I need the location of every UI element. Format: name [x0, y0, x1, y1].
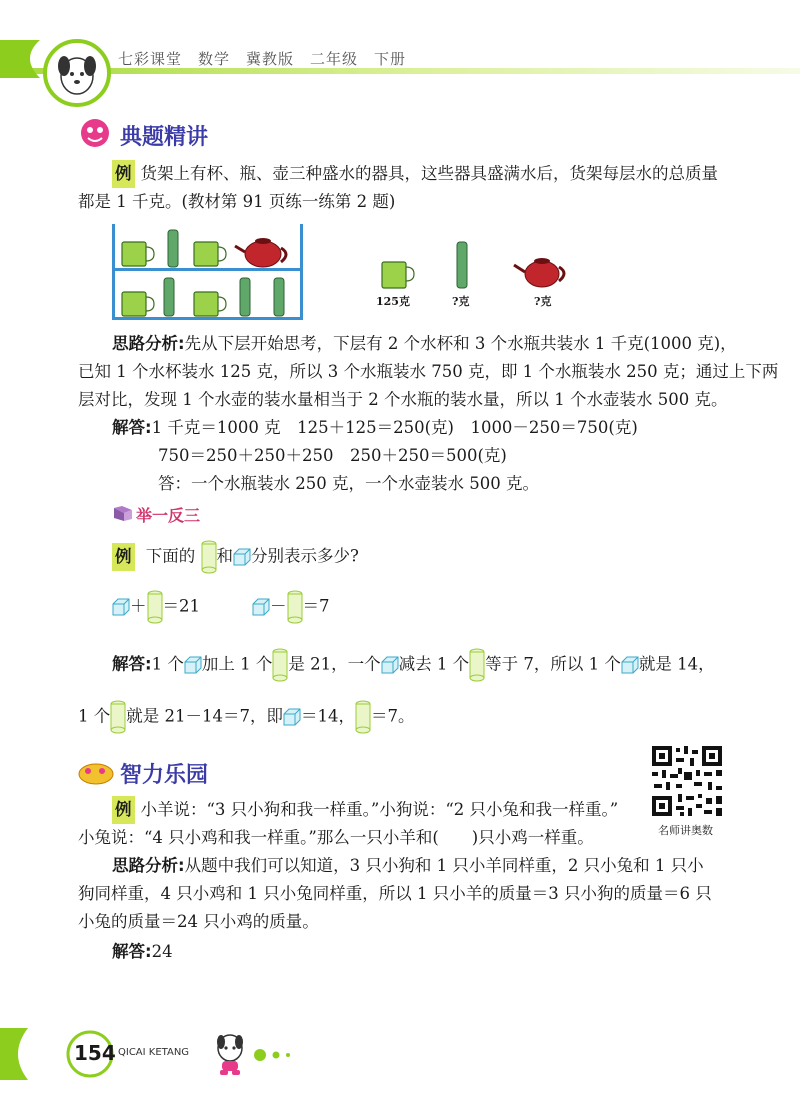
section-title-dianti: 典题精讲: [120, 125, 209, 150]
bottle-weight-label: ?克: [452, 295, 470, 308]
answer-line-3: 答：一个水瓶装水 250 克，一个水壶装水 500 克。: [158, 474, 539, 493]
analysis-line-2: 已知 1 个水杯装水 125 克，所以 3 个水瓶装水 750 克，即 1 个水瓶装水 250 克；通过上下两: [78, 362, 779, 381]
mascot-dog-icon: [42, 38, 112, 108]
cube-icon: [621, 656, 639, 674]
section-title-zhili: 智力乐园: [120, 763, 209, 788]
question-line: 例 下面的 和 分别表示多少?: [112, 540, 359, 574]
cube-icon: [283, 708, 301, 726]
cube-icon: [381, 656, 399, 674]
qr-caption: 名师讲奥数: [658, 824, 713, 837]
cube-icon: [252, 598, 270, 616]
puzzle-answer: 解答:24: [112, 942, 173, 961]
puzzle-analysis-3: 小兔的质量＝24 只小鸡的质量。: [78, 912, 319, 931]
puzzle-line-2: 小兔说：“4 只小鸡和我一样重。”那么一只小羊和( )只小鸡一样重。: [78, 828, 594, 847]
section-mascot-icon-2: [76, 756, 116, 786]
equation-2: － ＝7: [252, 590, 330, 624]
qr-code-icon[interactable]: [650, 744, 724, 818]
puzzle-analysis-1: 思路分析:从题中我们可以知道，3 只小狗和 1 只小羊同样重，2 只小兔和 1 只小: [112, 856, 704, 875]
shelf-illustration: [108, 222, 308, 322]
bottle-icon: [454, 240, 470, 290]
puzzle-analysis-2: 狗同样重，4 只小鸡和 1 只小兔同样重，所以 1 只小羊的质量＝3 只小狗的质量＝6 只: [78, 884, 712, 903]
analysis-label-3: 思路分析:: [112, 856, 185, 875]
analysis-line-1: 思路分析:先从下层开始思考，下层有 2 个水杯和 3 个水瓶共装水 1 千克(1000 克)，: [112, 334, 737, 353]
problem-line-1: 例 货架上有杯、瓶、壶三种盛水的器具，这些器具盛满水后，货架每层水的总质量: [112, 160, 718, 188]
kettle-icon: [512, 252, 572, 290]
example-tag-2: 例: [112, 543, 135, 571]
footer-mascot-icon: [212, 1030, 248, 1078]
cup-weight-label: 125克: [376, 295, 410, 308]
equation-1: ＋ ＝21: [112, 590, 200, 624]
answer-label: 解答:: [112, 418, 152, 437]
cylinder-icon: [355, 700, 371, 734]
answer-label-2: 解答:: [112, 654, 152, 674]
cylinder-icon: [469, 648, 485, 682]
cube-icon: [233, 548, 251, 566]
footer-brand: QICAI KETANG: [118, 1047, 190, 1058]
cylinder-icon: [287, 590, 303, 624]
answer-label-3: 解答:: [112, 942, 152, 961]
page-number: 154: [74, 1041, 116, 1065]
answer-line-2: 750＝250＋250＋250 250＋250＝500(克): [158, 446, 507, 465]
cylinder-icon: [272, 648, 288, 682]
example-tag: 例: [112, 160, 135, 188]
kettle-weight-label: ?克: [534, 295, 552, 308]
example-tag-3: 例: [112, 796, 135, 824]
cup-icon: [380, 258, 416, 290]
problem-line-2: 都是 1 千克。(教材第 91 页练一练第 2 题): [78, 192, 396, 211]
header-title: 七彩课堂 数学 冀教版 二年级 下册: [118, 50, 407, 68]
cylinder-icon: [147, 590, 163, 624]
answer2-line-2: 1 个 就是 21－14＝7，即 ＝14， ＝7。: [78, 700, 414, 734]
section-title-jyfs: 举一反三: [136, 506, 201, 525]
answer2-line-1: 解答:1 个 加上 1 个 是 21，一个 减去 1 个 等于 7，所以 1 个 就是 14，: [112, 648, 715, 682]
cube-icon: [112, 598, 130, 616]
cube-icon: [184, 656, 202, 674]
section-mascot-icon: [78, 116, 112, 150]
cylinder-icon: [110, 700, 126, 734]
puzzle-line-1: 例 小羊说：“3 只小狗和我一样重。”小狗说：“2 只小兔和我一样重。”: [112, 796, 618, 824]
book-icon: [112, 504, 134, 522]
analysis-line-3: 层对比，发现 1 个水壶的装水量相当于 2 个水瓶的装水量，所以 1 个水壶装水 500 克。: [78, 390, 728, 409]
answer-line-1: 解答:1 千克＝1000 克 125＋125＝250(克) 1000－250＝750(克): [112, 418, 638, 437]
analysis-label: 思路分析:: [112, 334, 185, 353]
cylinder-icon: [201, 540, 217, 574]
